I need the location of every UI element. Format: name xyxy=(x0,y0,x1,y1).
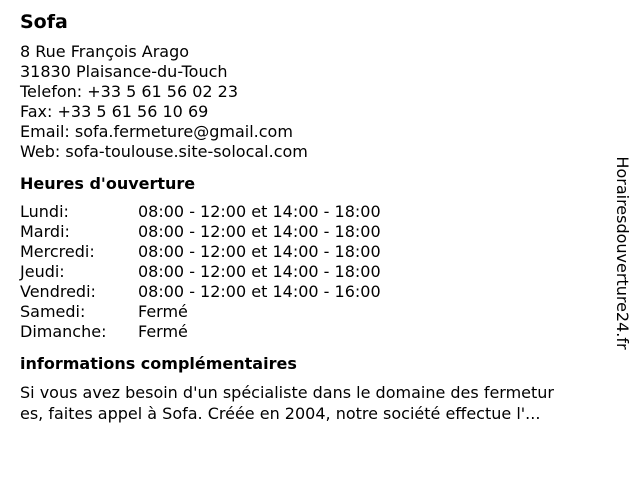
time-range: Fermé xyxy=(138,322,188,341)
hours-row-mardi xyxy=(20,222,610,242)
day-label: Lundi: xyxy=(20,202,69,221)
phone-number: Telefon: +33 5 61 56 02 23 xyxy=(20,82,239,101)
info-heading: informations complémentaires xyxy=(20,354,297,373)
business-card xyxy=(20,10,610,424)
fax-number: Fax: +33 5 61 56 10 69 xyxy=(20,102,209,121)
address-street: 8 Rue François Arago xyxy=(20,42,190,61)
day-label: Jeudi: xyxy=(20,262,65,281)
time-range: 08:00 - 12:00 et 14:00 - 16:00 xyxy=(138,282,381,301)
day-label: Mercredi: xyxy=(20,242,95,261)
time-range: 08:00 - 12:00 et 14:00 - 18:00 xyxy=(138,242,381,261)
time-range: 08:00 - 12:00 et 14:00 - 18:00 xyxy=(138,222,381,241)
hours-row-dimanche xyxy=(20,322,610,342)
hours-row-vendredi xyxy=(20,282,610,302)
day-label: Dimanche: xyxy=(20,322,107,341)
hours-row-lundi xyxy=(20,202,610,222)
time-range: 08:00 - 12:00 et 14:00 - 18:00 xyxy=(138,202,381,221)
day-label: Mardi: xyxy=(20,222,70,241)
business-name: Sofa xyxy=(20,11,68,33)
day-label: Vendredi: xyxy=(20,282,96,301)
email-address: Email: sofa.fermeture@gmail.com xyxy=(20,122,293,141)
address-city: 31830 Plaisance-du-Touch xyxy=(20,62,228,81)
site-brand-watermark: Horairesdouverture24.fr xyxy=(613,156,632,350)
description-line: es, faites appel à Sofa. Créée en 2004, notre société effectue l'... xyxy=(20,404,541,423)
hours-row-mercredi xyxy=(20,242,610,262)
hours-table xyxy=(20,202,610,342)
time-range: Fermé xyxy=(138,302,188,321)
website-url: Web: sofa-toulouse.site-solocal.com xyxy=(20,142,308,161)
hours-row-jeudi xyxy=(20,262,610,282)
hours-heading: Heures d'ouverture xyxy=(20,174,196,193)
time-range: 08:00 - 12:00 et 14:00 - 18:00 xyxy=(138,262,381,281)
hours-row-samedi xyxy=(20,302,610,322)
description-line: Si vous avez besoin d'un spécialiste dans le domaine des fermetur xyxy=(20,383,555,402)
day-label: Samedi: xyxy=(20,302,86,321)
